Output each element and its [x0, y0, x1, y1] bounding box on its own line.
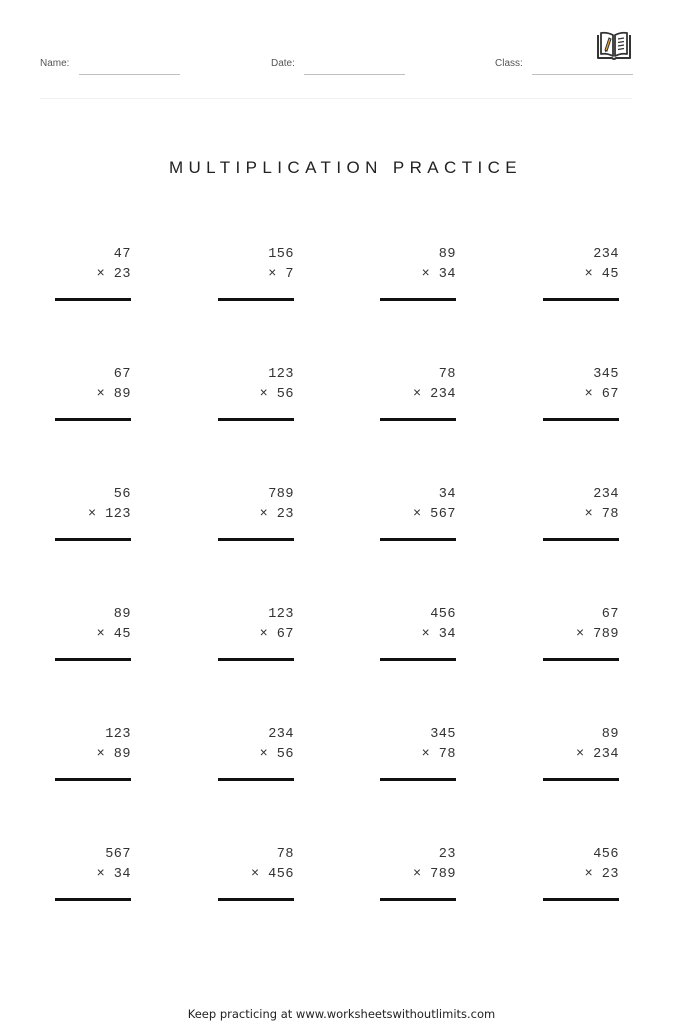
answer-line[interactable] — [218, 778, 294, 781]
answer-line[interactable] — [55, 778, 131, 781]
answer-line[interactable] — [55, 658, 131, 661]
answer-line[interactable] — [218, 418, 294, 421]
answer-line[interactable] — [218, 658, 294, 661]
problem-multiplicand: 234 — [593, 247, 619, 262]
answer-line[interactable] — [543, 898, 619, 901]
problem — [218, 847, 296, 917]
problem-multiplicand: 345 — [430, 727, 456, 742]
answer-line[interactable] — [380, 418, 456, 421]
problem-multiplier: × 89 — [96, 747, 131, 762]
problem-multiplier: × 56 — [259, 747, 294, 762]
problem-multiplicand: 123 — [105, 727, 131, 742]
problem — [543, 727, 621, 797]
answer-line[interactable] — [218, 538, 294, 541]
problem-multiplier: × 45 — [96, 627, 131, 642]
problem-multiplier: × 456 — [250, 867, 294, 882]
problem-multiplicand: 78 — [276, 847, 294, 862]
problem-multiplicand: 234 — [593, 487, 619, 502]
footer-text: Keep practicing at www.worksheetswithoutlimits.com — [187, 1007, 496, 1021]
problem-multiplicand: 67 — [601, 607, 619, 622]
problem-multiplier: × 34 — [421, 267, 456, 282]
problem — [218, 367, 296, 437]
header-divider — [40, 98, 632, 99]
problem — [218, 487, 296, 557]
answer-line[interactable] — [543, 778, 619, 781]
problem-multiplicand: 89 — [113, 607, 131, 622]
problem-multiplier: × 789 — [412, 867, 456, 882]
answer-line[interactable] — [543, 418, 619, 421]
problem — [218, 607, 296, 677]
problem-multiplier: × 45 — [584, 267, 619, 282]
answer-line[interactable] — [55, 538, 131, 541]
problem — [55, 367, 133, 437]
answer-line[interactable] — [55, 898, 131, 901]
answer-line[interactable] — [380, 658, 456, 661]
book-pencil-icon — [596, 30, 632, 62]
problem — [55, 727, 133, 797]
problem-multiplier: × 23 — [584, 867, 619, 882]
problem-multiplier: × 89 — [96, 387, 131, 402]
answer-line[interactable] — [380, 538, 456, 541]
problem — [218, 727, 296, 797]
problem-multiplicand: 456 — [430, 607, 456, 622]
problem-multiplicand: 156 — [268, 247, 294, 262]
problem-multiplier: × 7 — [268, 267, 294, 282]
problem — [55, 607, 133, 677]
problem-multiplier: × 789 — [575, 627, 619, 642]
date-label: Date: — [271, 58, 295, 69]
problem-multiplier: × 67 — [259, 627, 294, 642]
date-field[interactable] — [304, 74, 405, 75]
problem-multiplicand: 89 — [438, 247, 456, 262]
answer-line[interactable] — [543, 298, 619, 301]
problem-multiplicand: 34 — [438, 487, 456, 502]
answer-line[interactable] — [380, 778, 456, 781]
problem — [380, 847, 458, 917]
problem-multiplier: × 56 — [259, 387, 294, 402]
problem-multiplier: × 234 — [575, 747, 619, 762]
problem — [543, 247, 621, 317]
problem — [218, 247, 296, 317]
problem-multiplier: × 34 — [96, 867, 131, 882]
problem-multiplicand: 89 — [601, 727, 619, 742]
problem-multiplier: × 34 — [421, 627, 456, 642]
problem-multiplicand: 67 — [113, 367, 131, 382]
problem-multiplicand: 23 — [438, 847, 456, 862]
problem — [543, 367, 621, 437]
problem-multiplier: × 78 — [421, 747, 456, 762]
problem — [55, 487, 133, 557]
problem — [380, 247, 458, 317]
problem-multiplicand: 123 — [268, 607, 294, 622]
problem — [380, 487, 458, 557]
problem-multiplicand: 234 — [268, 727, 294, 742]
answer-line[interactable] — [218, 298, 294, 301]
problem — [380, 367, 458, 437]
problem-multiplicand: 56 — [113, 487, 131, 502]
class-label: Class: — [495, 58, 523, 69]
name-label: Name: — [40, 58, 70, 69]
problem — [543, 847, 621, 917]
problem-multiplier: × 567 — [412, 507, 456, 522]
answer-line[interactable] — [380, 898, 456, 901]
page-title: MULTIPLICATION PRACTICE — [168, 158, 523, 177]
problem-multiplicand: 567 — [105, 847, 131, 862]
answer-line[interactable] — [218, 898, 294, 901]
problem — [380, 727, 458, 797]
problem-multiplicand: 789 — [268, 487, 294, 502]
problem-multiplier: × 123 — [87, 507, 131, 522]
answer-line[interactable] — [543, 658, 619, 661]
problem-multiplier: × 234 — [412, 387, 456, 402]
problem — [543, 607, 621, 677]
problem-multiplier: × 78 — [584, 507, 619, 522]
problem — [380, 607, 458, 677]
problem-multiplicand: 123 — [268, 367, 294, 382]
problem-multiplicand: 78 — [438, 367, 456, 382]
answer-line[interactable] — [55, 418, 131, 421]
answer-line[interactable] — [55, 298, 131, 301]
problem-multiplicand: 47 — [113, 247, 131, 262]
name-field[interactable] — [79, 74, 180, 75]
problem-multiplier: × 23 — [259, 507, 294, 522]
problem-multiplier: × 23 — [96, 267, 131, 282]
answer-line[interactable] — [543, 538, 619, 541]
problem — [55, 247, 133, 317]
problem-multiplicand: 456 — [593, 847, 619, 862]
problem — [543, 487, 621, 557]
problem-multiplicand: 345 — [593, 367, 619, 382]
class-field[interactable] — [532, 74, 633, 75]
problem-multiplier: × 67 — [584, 387, 619, 402]
problem — [55, 847, 133, 917]
answer-line[interactable] — [380, 298, 456, 301]
